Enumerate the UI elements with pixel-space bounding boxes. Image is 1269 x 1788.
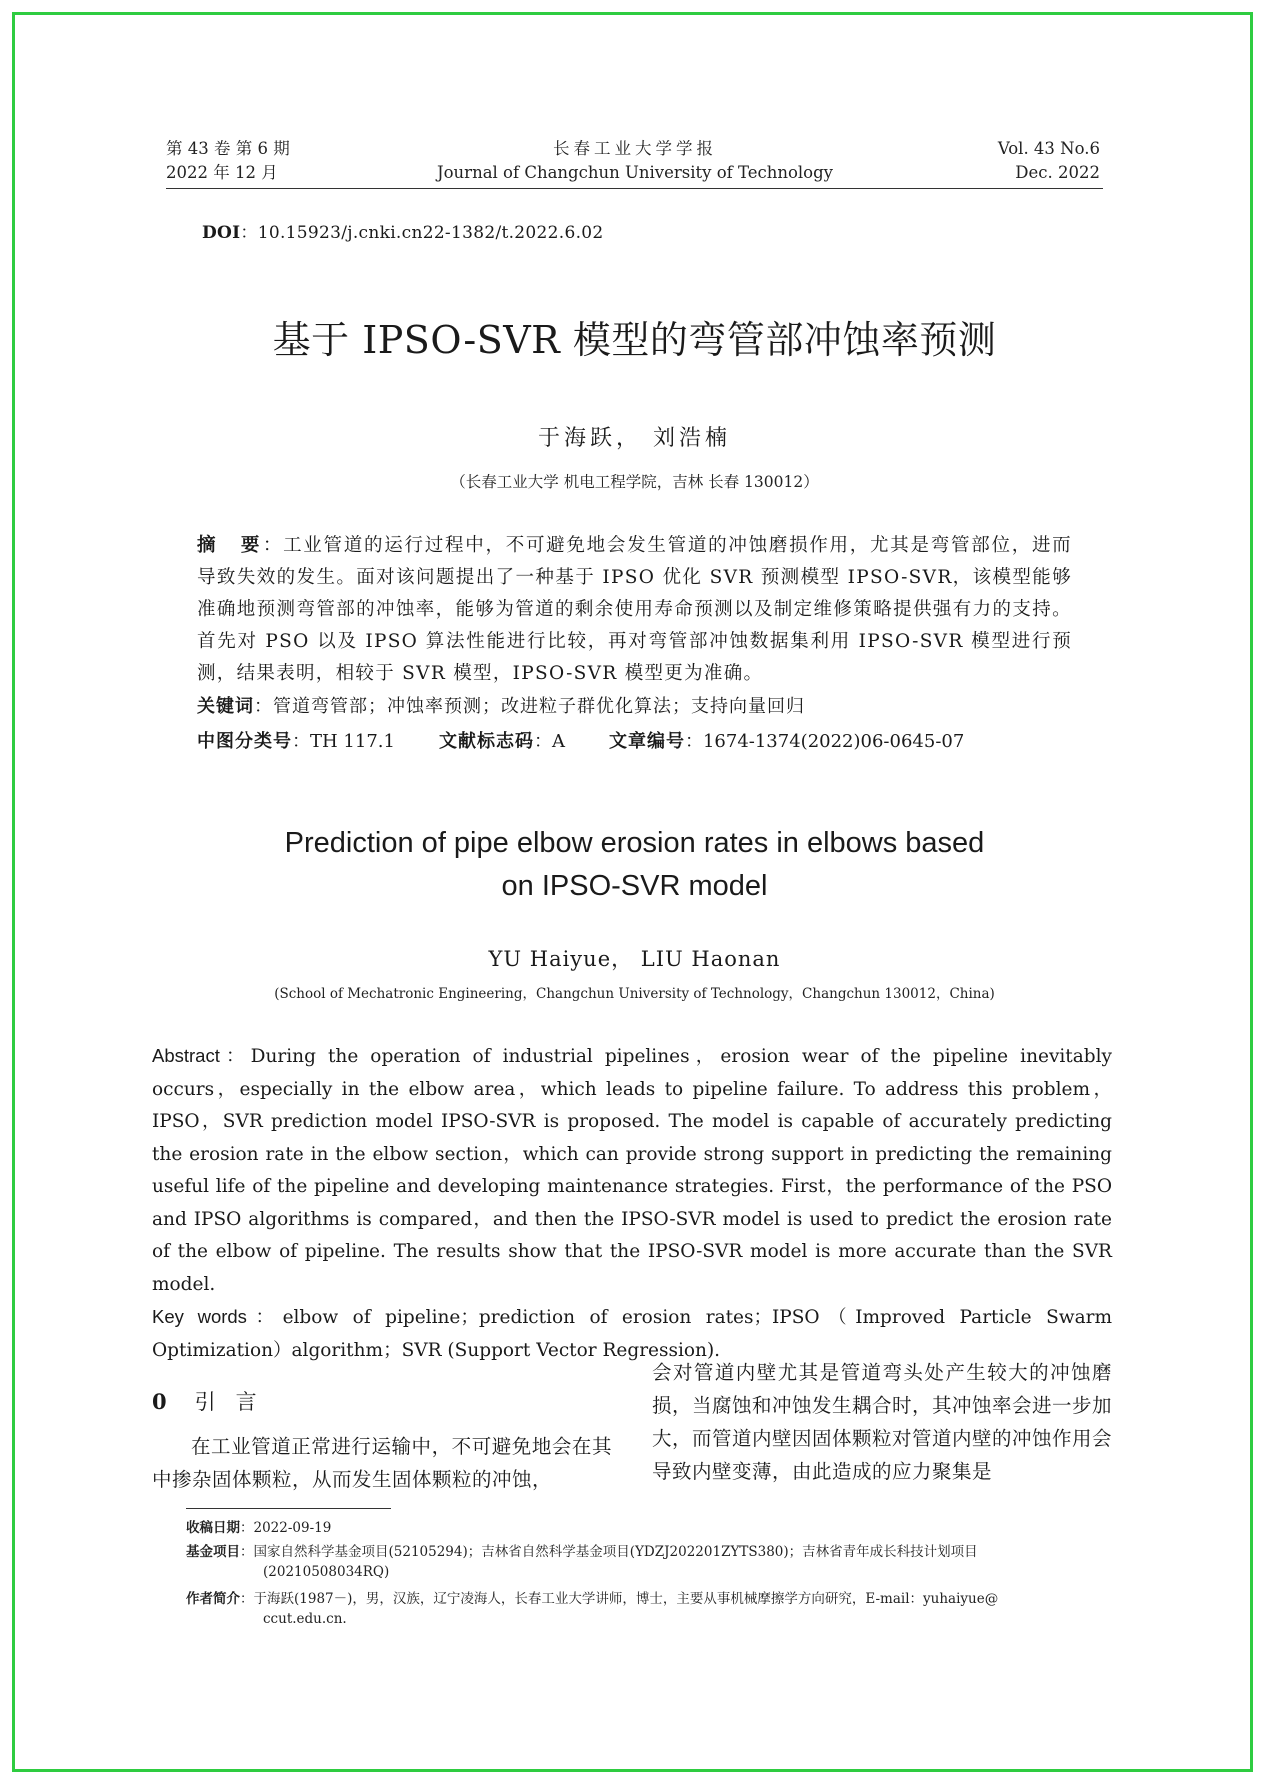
body-column-right: 会对管道内壁尤其是管道弯头处产生较大的冲蚀磨损，当腐蚀和冲蚀发生耦合时，其冲蚀率会进一步加大，而管道内壁因固体颗粒对管道内壁的冲蚀作用会导致内壁变薄，由此造成的应力聚集是: [652, 1361, 1113, 1483]
fund-value-cont: (20210508034RQ): [263, 1564, 390, 1580]
section-number: 0: [152, 1389, 167, 1414]
header-vol-no: Vol. 43 No.6: [997, 139, 1100, 158]
bio-value: ：于海跃(1987－)，男，汉族，辽宁凌海人，长春工业大学讲师，博士，主要从事机械摩擦学方向研究，E-mail：yuhaiyue@: [240, 1591, 999, 1607]
classification-row: [197, 727, 964, 753]
paper-title-en-line1: Prediction of pipe elbow erosion rates in elbows based: [284, 827, 985, 859]
bio-value-cont: ccut.edu.cn.: [263, 1611, 347, 1627]
header-date-en: Dec. 2022: [1015, 163, 1100, 182]
bio-label: 作者简介: [186, 1591, 240, 1607]
authors-cn: 于海跃， 刘浩楠: [538, 426, 731, 451]
authors-en: YU Haiyue， LIU Haonan: [488, 947, 781, 971]
paper-title-en: [150, 822, 1119, 908]
keywords-cn: [197, 692, 805, 718]
header-rule: [166, 188, 1103, 189]
fund-label: 基金项目: [186, 1544, 240, 1560]
paper-title-en-line2: on IPSO-SVR model: [501, 870, 768, 902]
fund-value: ：国家自然科学基金项目(52105294)；吉林省自然科学基金项目(YDZJ202201ZYTS380)；吉林省青年成长科技计划项目: [240, 1544, 978, 1560]
header-journal-cn: 长春工业大学学报: [553, 139, 717, 158]
affiliation-cn: （长春工业大学 机电工程学院，吉林 长春 130012）: [450, 473, 819, 491]
doi-label: DOI: [202, 223, 241, 243]
received-label: 收稿日期: [186, 1520, 240, 1536]
section-title: 引言: [194, 1390, 277, 1414]
keywords-cn-label: 关键词: [197, 696, 254, 717]
keywords-cn-text: ：管道弯管部；冲蚀率预测；改进粒子群优化算法；支持向量回归: [254, 696, 805, 717]
abstract-en-label: Abstract: [152, 1045, 220, 1066]
footnote-rule: [186, 1508, 391, 1509]
doi: [202, 218, 604, 243]
header-vol-en: [900, 137, 1100, 185]
received-value: ：2022-09-19: [240, 1520, 332, 1536]
doi-value: ：10.15923/j.cnki.cn22-1382/t.2022.6.02: [240, 223, 604, 243]
abstract-en: [152, 1040, 1112, 1367]
footnote-author-bio: [186, 1589, 1114, 1629]
footnote-received: [186, 1518, 1114, 1538]
abstract-cn-text: ：工业管道的运行过程中，不可避免地会发生管道的冲蚀磨损作用，尤其是弯管部位，进而导致失效的发生。面对该问题提出了一种基于 IPSO 优化 SVR 预测模型 IPSO-SVR，该模型能够准确地预测弯管部的冲蚀率，能够为管道的剩余使用寿命预测以及制定维修策略提供强有力的支持。首先对 PSO 以及 IPSO 算法性能进行比较，再对弯管部冲蚀数据集利用 IPSO-SVR 模型进行预测，结果表明，相较于 SVR 模型，IPSO-SVR 模型更为准确。: [197, 535, 1072, 684]
header-volume-issue: 第 43 卷 第 6 期: [166, 139, 290, 158]
paper-title-cn: 基于 IPSO-SVR 模型的弯管部冲蚀率预测: [272, 318, 997, 362]
abstract-cn-label: 摘 要: [197, 535, 263, 556]
article-number-value: ：1674-1374(2022)06-0645-07: [684, 731, 965, 752]
clc-label: 中图分类号: [197, 731, 292, 752]
doc-code-value: ：A: [533, 731, 565, 752]
header-volume: [166, 137, 290, 185]
abstract-cn: [197, 530, 1072, 690]
doc-code-label: 文献标志码: [438, 731, 534, 752]
keywords-en-text: ：elbow of pipeline；prediction of erosion rates；IPSO（Improved Particle Swarm Optimization）algorithm；SVR (Support Vector Regression).: [152, 1307, 1112, 1361]
article-number-label: 文章编号: [608, 731, 685, 752]
header-journal: [350, 137, 920, 185]
keywords-en-label: Key words: [152, 1306, 247, 1327]
body-column-left: 在工业管道正常进行运输中，不可避免地会在其中掺杂固体颗粒，从而发生固体颗粒的冲蚀，: [152, 1435, 612, 1491]
clc-value: ：TH 117.1: [292, 731, 395, 752]
header-date-cn: 2022 年 12 月: [166, 163, 278, 182]
header-journal-en: Journal of Changchun University of Technology: [437, 163, 833, 182]
section-heading: [152, 1386, 277, 1416]
footnote-fund: [186, 1542, 1114, 1582]
abstract-en-text: ：During the operation of industrial pipelines，erosion wear of the pipeline inevitably occurs，especially in the elbow area，which leads to pipeline failure. To address this problem，IPSO，SVR prediction model IPSO-SVR is proposed. The model is capable of accurately predicting the erosion rate in the elbow section，which can provide strong support in predicting the remaining useful life of the pipeline and developing maintenance strategies. First，the performance of the PSO and IPSO algorithms is compared，and then the IPSO-SVR model is used to predict the erosion rate of the elbow of pipeline. The results show that the IPSO-SVR model is more accurate than the SVR model.: [152, 1046, 1112, 1295]
affiliation-en: (School of Mechatronic Engineering，Changchun University of Technology，Changchun 130012，China): [274, 986, 995, 1002]
